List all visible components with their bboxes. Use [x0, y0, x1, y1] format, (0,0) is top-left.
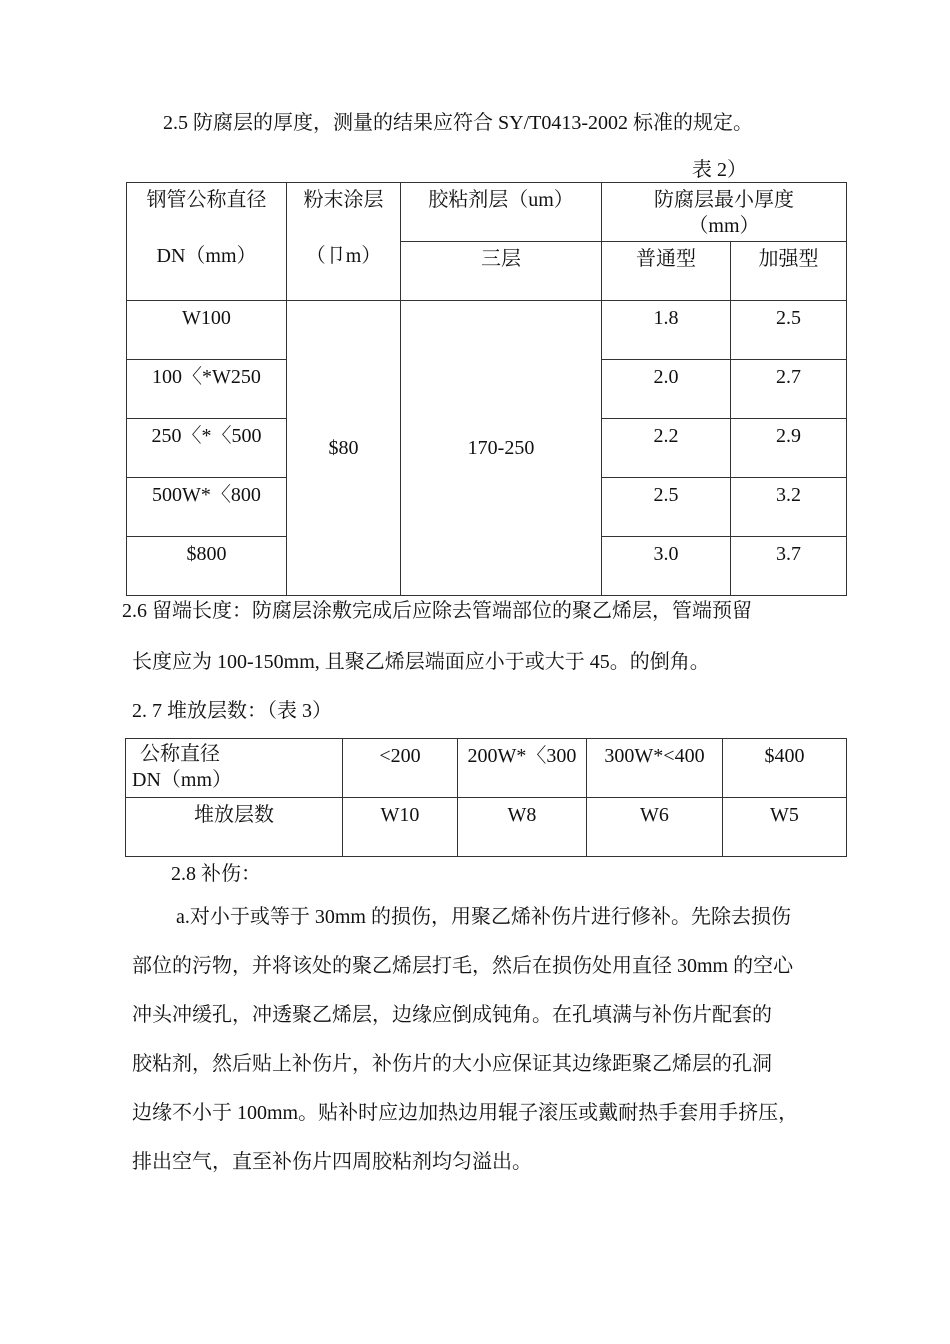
table-3 — [125, 738, 847, 857]
value-cell: W8 — [458, 798, 587, 857]
paragraph-line: 排出空气，直至补伤片四周胶粘剂均匀溢出。 — [132, 1151, 532, 1173]
section-2-6-line1: 2.6 留端长度：防腐层涂敷完成后应除去管端部位的聚乙烯层，管端预留 — [122, 600, 752, 622]
section-2-5-text: 2.5 防腐层的厚度，测量的结果应符合 SY/T0413-2002 标准的规定。 — [163, 112, 753, 134]
section-2-7-text: 2. 7 堆放层数：（表 3） — [132, 700, 332, 722]
header-min-line1: 防腐层最小厚度 — [654, 189, 794, 211]
normal-cell: 2.2 — [602, 419, 731, 478]
dn-cell: $800 — [127, 537, 287, 596]
dn-cell: 250〈*〈500 — [127, 419, 287, 478]
header-pipe-diameter — [127, 183, 287, 301]
strong-cell: 3.2 — [731, 478, 847, 537]
header-col-3: 300W*<400 — [587, 739, 723, 798]
header-pipe-diameter-line1: 钢管公称直径 — [146, 189, 267, 211]
value-cell: W5 — [723, 798, 847, 857]
header-nominal-diameter — [126, 739, 343, 798]
paragraph-line: 部位的污物，并将该处的聚乙烯层打毛，然后在损伤处用直径 30mm 的空心 — [132, 955, 794, 977]
normal-cell: 2.0 — [602, 360, 731, 419]
paragraph-line: 边缘不小于 100mm。贴补时应边加热边用辊子滚压或戴耐热手套用手挤压， — [132, 1102, 799, 1124]
normal-cell: 3.0 — [602, 537, 731, 596]
header-powder-coating — [287, 183, 401, 301]
paragraph-line: 冲头冲缓孔，冲透聚乙烯层，边缘应倒成钝角。在孔填满与补伤片配套的 — [132, 1004, 772, 1026]
header-nominal-diameter-line1: 公称直径 — [140, 743, 220, 765]
value-cell: W10 — [343, 798, 458, 857]
header-powder-line2: （卩m） — [305, 245, 382, 267]
header-col-4: $400 — [723, 739, 847, 798]
strong-cell: 2.9 — [731, 419, 847, 478]
header-normal-type: 普通型 — [602, 242, 731, 301]
dn-cell: 500W*〈800 — [127, 478, 287, 537]
table-2-caption: 表 2） — [692, 159, 747, 181]
header-min-thickness — [602, 183, 847, 242]
strong-cell: 2.7 — [731, 360, 847, 419]
paragraph-line: 胶粘剂，然后贴上补伤片，补伤片的大小应保证其边缘距聚乙烯层的孔洞 — [132, 1053, 772, 1075]
header-col-2: 200W*〈300 — [458, 739, 587, 798]
normal-cell: 2.5 — [602, 478, 731, 537]
paragraph-line: a.对小于或等于 30mm 的损伤，用聚乙烯补伤片进行修补。先除去损伤 — [176, 906, 791, 928]
normal-cell: 1.8 — [602, 301, 731, 360]
header-pipe-diameter-line2: DN（mm） — [156, 245, 257, 267]
header-min-line2: （mm） — [688, 215, 760, 237]
header-col-1: <200 — [343, 739, 458, 798]
powder-value-cell: $80 — [287, 301, 401, 596]
header-powder-line1: 粉末涂层 — [303, 189, 384, 211]
table-row — [126, 798, 847, 857]
value-cell: W6 — [587, 798, 723, 857]
table-2 — [126, 182, 847, 596]
header-nominal-diameter-line2: DN（mm） — [132, 769, 232, 791]
adhesive-value-cell: 170-250 — [401, 301, 602, 596]
strong-cell: 3.7 — [731, 537, 847, 596]
dn-cell: W100 — [127, 301, 287, 360]
dn-cell: 100〈*W250 — [127, 360, 287, 419]
row-label-stack-layers: 堆放层数 — [126, 798, 343, 857]
header-adhesive: 胶粘剂层（um） — [401, 183, 602, 242]
section-2-6-line2: 长度应为 100-150mm, 且聚乙烯层端面应小于或大于 45。的倒角。 — [132, 651, 710, 673]
strong-cell: 2.5 — [731, 301, 847, 360]
header-strong-type: 加强型 — [731, 242, 847, 301]
section-2-8-heading: 2.8 补伤： — [171, 863, 261, 885]
table-row — [127, 301, 847, 360]
header-three-layer: 三层 — [401, 242, 602, 301]
